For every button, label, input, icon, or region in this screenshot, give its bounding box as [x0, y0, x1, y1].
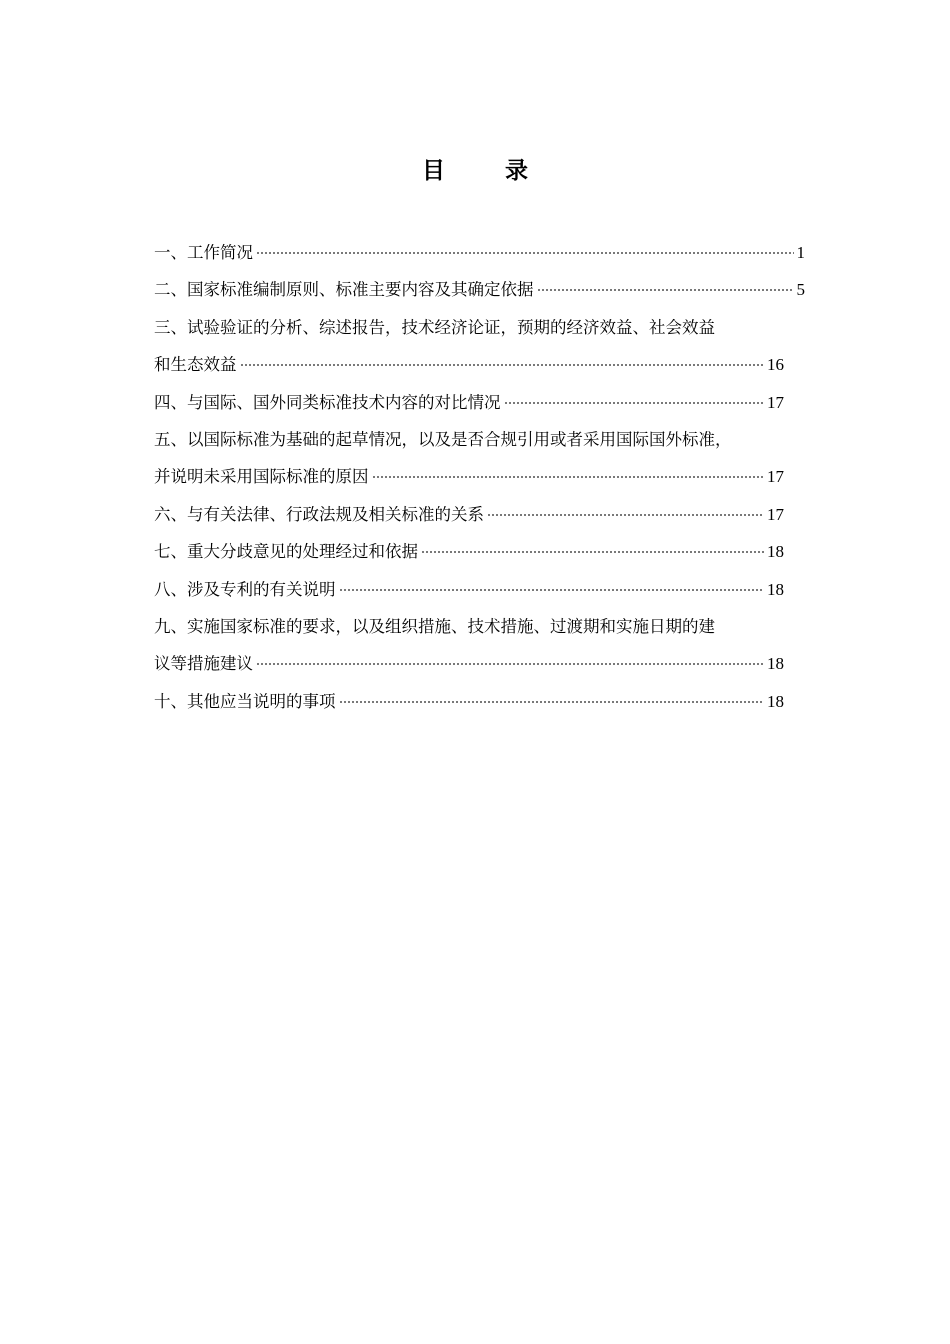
- toc-entry-text: 四、与国际、国外同类标准技术内容的对比情况: [154, 392, 501, 412]
- toc-dot-leader: [487, 499, 764, 517]
- toc-entry-9[interactable]: [154, 608, 805, 683]
- toc-entry-text: 七、重大分歧意见的处理经过和依据: [154, 542, 418, 562]
- toc-entry-text-line-1: 九、实施国家标准的要求，以及组织措施、技术措施、过渡期和实施日期的建: [154, 616, 715, 636]
- toc-dot-leader: [339, 573, 765, 591]
- toc-dot-leader: [339, 686, 765, 704]
- toc-dot-leader: [504, 386, 765, 404]
- toc-entry-text: 八、涉及专利的有关说明: [154, 579, 336, 599]
- toc-entry-2[interactable]: [154, 271, 805, 308]
- toc-page-number: 17: [767, 392, 784, 412]
- toc-dot-leader: [421, 536, 764, 554]
- toc-page-number: 17: [767, 467, 784, 487]
- toc-page-number: 16: [767, 355, 784, 375]
- toc-entry-5[interactable]: [154, 421, 805, 496]
- toc-entry-text-line-2: 和生态效益: [154, 355, 237, 375]
- toc-entry-text-line-2: 议等措施建议: [154, 654, 253, 674]
- toc-dot-leader: [256, 237, 794, 255]
- toc-entry-text: 十、其他应当说明的事项: [154, 691, 336, 711]
- toc-page-number: 18: [767, 579, 784, 599]
- toc-entry-3[interactable]: [154, 309, 805, 384]
- toc-dot-leader: [256, 648, 764, 666]
- toc-page-number: 1: [796, 243, 805, 262]
- toc-entry-text-line-2: 并说明未采用国际标准的原因: [154, 467, 369, 487]
- toc-title: 目 录: [421, 158, 554, 184]
- toc-page-number: 17: [767, 504, 784, 524]
- toc-entry-10[interactable]: [154, 683, 805, 720]
- toc-dot-leader: [372, 461, 765, 479]
- toc-entry-1[interactable]: [154, 234, 805, 271]
- toc-entry-4[interactable]: [154, 384, 805, 421]
- toc-entry-6[interactable]: [154, 496, 805, 533]
- toc-dot-leader: [537, 274, 794, 292]
- toc-list: [154, 234, 805, 720]
- toc-page-number: 18: [767, 691, 784, 711]
- toc-page-number: 18: [767, 654, 784, 674]
- toc-entry-text-line-1: 三、试验验证的分析、综述报告，技术经济论证，预期的经济效益、社会效益: [154, 317, 715, 337]
- toc-entry-7[interactable]: [154, 533, 805, 570]
- toc-entry-8[interactable]: [154, 571, 805, 608]
- toc-page-number: 5: [796, 280, 805, 300]
- toc-page-number: 18: [767, 542, 784, 562]
- toc-dot-leader: [240, 349, 765, 367]
- toc-entry-text: 一、工作简况: [154, 243, 253, 262]
- toc-entry-text: 二、国家标准编制原则、标准主要内容及其确定依据: [154, 280, 534, 300]
- toc-entry-text: 六、与有关法律、行政法规及相关标准的关系: [154, 504, 484, 524]
- toc-entry-text-line-1: 五、以国际标准为基础的起草情况，以及是否合规引用或者采用国际国外标准，: [154, 429, 732, 449]
